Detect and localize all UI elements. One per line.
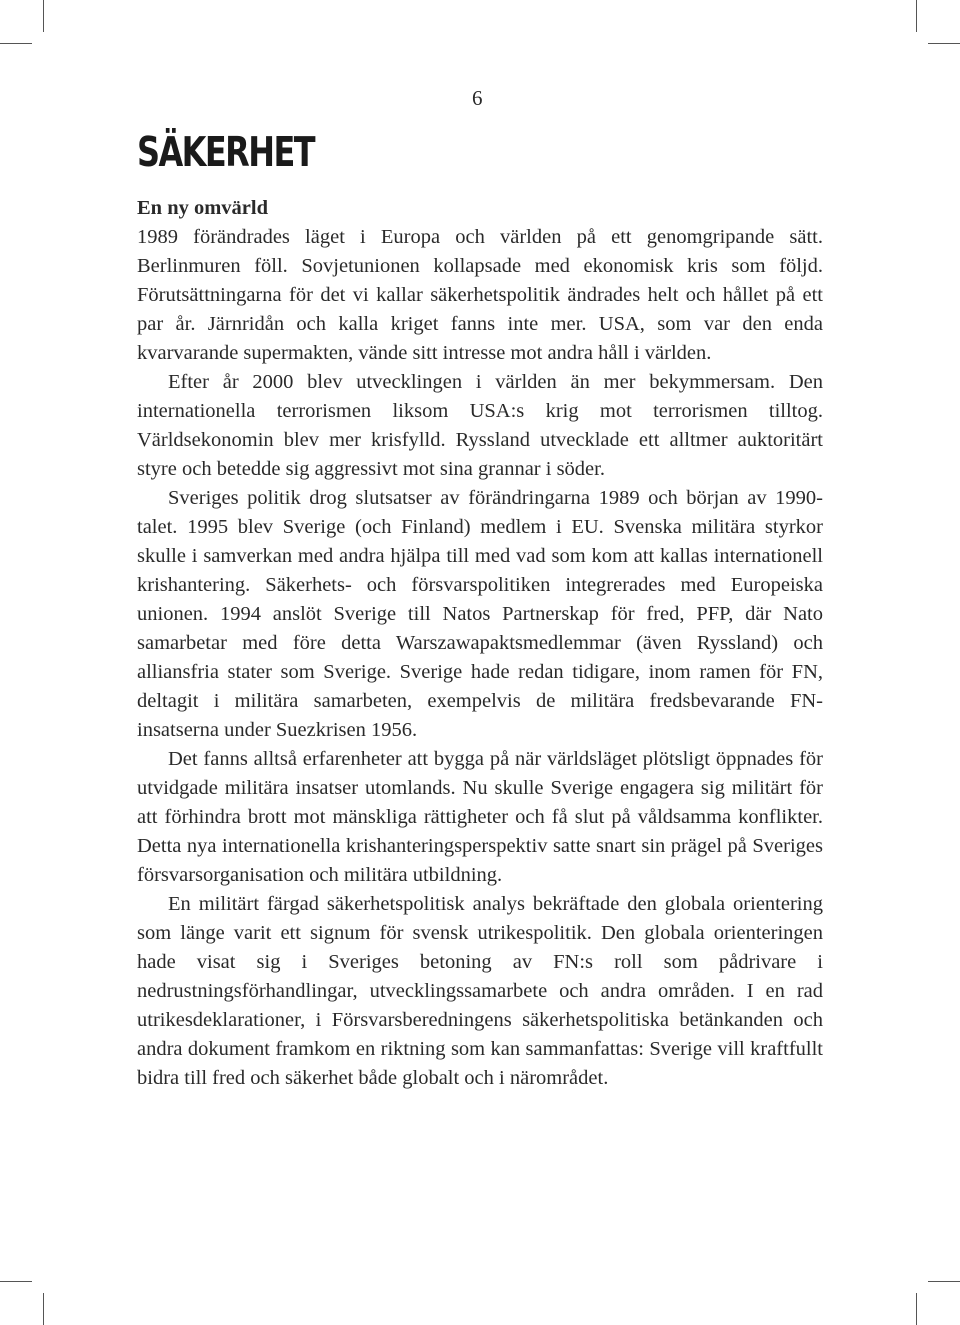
- paragraph-5: En militärt färgad säkerhetspolitisk analys bekräftade den globala orientering som länge varit ett signum för svensk utrikespolitik. Den globala orienteringen hade visat sig i Sveriges betoning av FN:s roll som pådrivare i nedrustningsförhandlingar, utvecklingssamarbete och andra områden. I en rad utrikesdeklarationer, i Försvarsberedningens säkerhetspolitiska betänkanden och andra dokument framkom en riktning som kan sammanfattas: Sverige vill kraftfullt bidra till fred och säkerhet både globalt och i närområdet.: [137, 893, 823, 1089]
- chapter-title: SÄKERHET: [137, 128, 314, 176]
- section-heading: En ny omvärld: [137, 197, 268, 219]
- crop-mark-bottom-left-horizontal: [0, 1281, 32, 1282]
- paragraph-4: Det fanns alltså erfarenheter att bygga på när världsläget plötsligt öppnades för utvidgade militära insatser utomlands. Nu skulle Sverige engagera sig militärt för att förhindra brott mot mänskliga rättigheter och få slut på våldsamma konflikter. Detta nya internationella krishanteringsperspektiv satte snart sin prägel på Sveriges försvarsorganisation och militära utbildning.: [137, 748, 823, 886]
- paragraph-2: Efter år 2000 blev utvecklingen i världen än mer bekymmersam. Den internationella terrorismen liksom USA:s krig mot terrorismen tilltog. Världsekonomin blev mer krisfylld. Ryssland utvecklade ett alltmer auktoritärt styre och betedde sig aggressivt mot sina grannar i söder.: [137, 371, 823, 480]
- crop-mark-top-left-vertical: [43, 0, 44, 32]
- crop-mark-top-right-horizontal: [928, 43, 960, 44]
- page-number: 6: [472, 86, 483, 110]
- body-text: [137, 194, 823, 1093]
- crop-mark-bottom-right-horizontal: [928, 1281, 960, 1282]
- paragraph-3: Sveriges politik drog slutsatser av förändringarna 1989 och början av 1990-talet. 1995 blev Sverige (och Finland) medlem i EU. Svenska militära styrkor skulle i samverkan med andra hjälpa till med vad som kom att kallas internationell krishantering. Säkerhets- och försvarspolitiken integrerades med Europeiska unionen. 1994 anslöt Sverige till Natos Partnerskap för fred, PFP, där Nato samarbetar med före detta Warszawapaktsmedlemmar (även Ryssland) och alliansfria stater som Sverige. Sverige hade redan tidigare, inom ramen för FN, deltagit i militära samarbeten, exempelvis de militära fredsbevarande FN-insatserna under Suezkrisen 1956.: [137, 487, 823, 741]
- paragraph-1: 1989 förändrades läget i Europa och världen på ett genomgripande sätt. Berlinmuren föll. Sovjetunionen kollapsade med ekonomisk kris som följd. Förutsättningarna för det vi kallar säkerhetspolitik ändrades helt och hållet på ett par år. Järnridån och kalla kriget fanns inte mer. USA, som var den enda kvarvarande supermakten, vände sitt intresse mot andra håll i världen.: [137, 226, 823, 364]
- crop-mark-bottom-left-vertical: [43, 1293, 44, 1325]
- crop-mark-top-right-vertical: [916, 0, 917, 32]
- crop-mark-top-left-horizontal: [0, 43, 32, 44]
- crop-mark-bottom-right-vertical: [916, 1293, 917, 1325]
